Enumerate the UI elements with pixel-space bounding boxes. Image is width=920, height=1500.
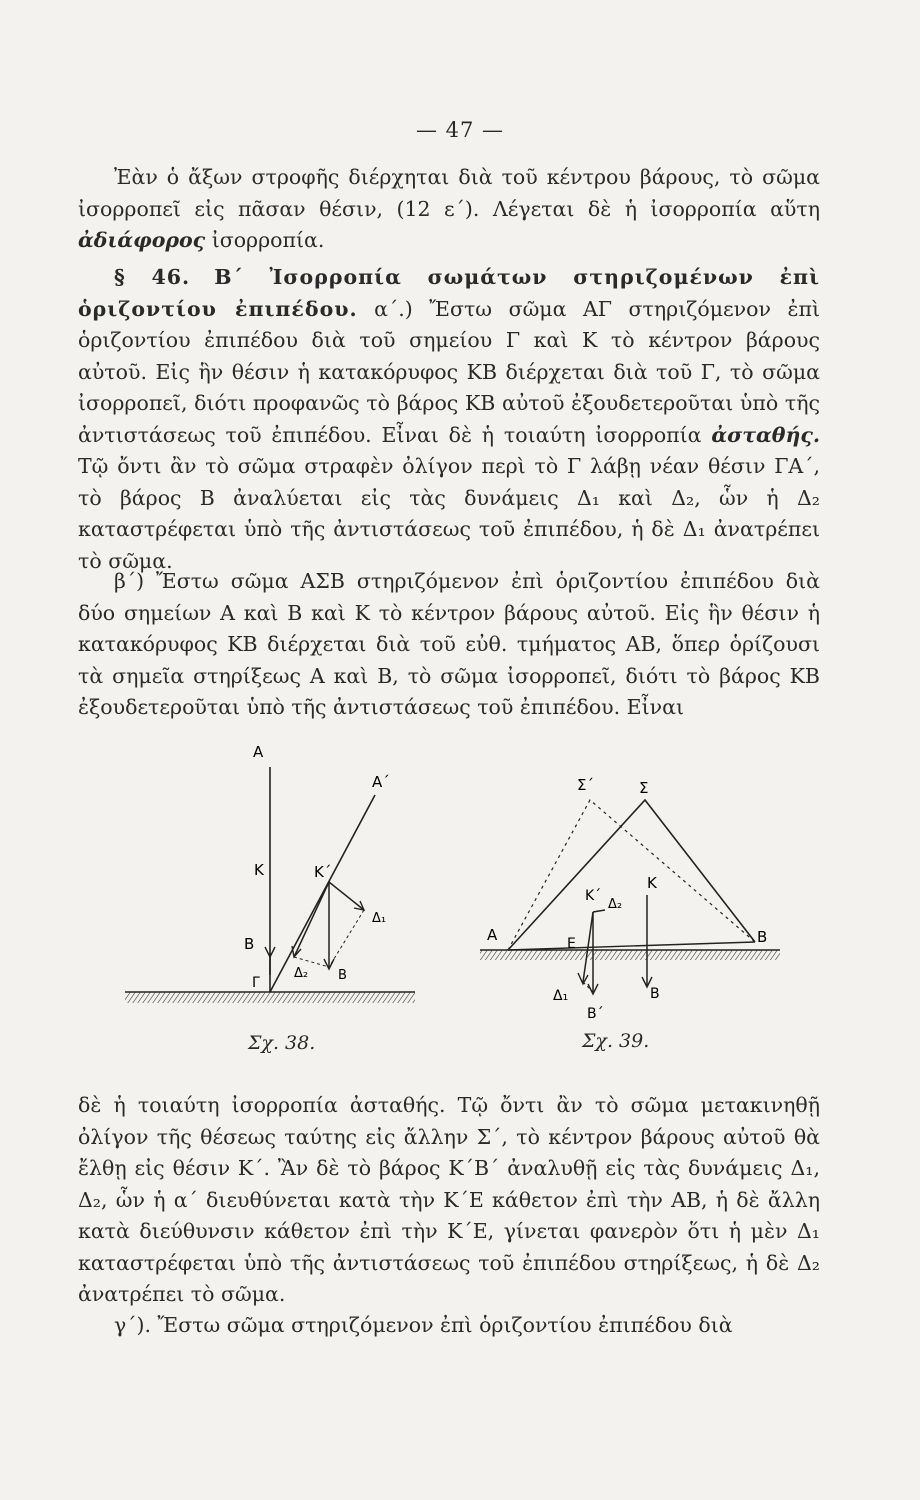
paragraph-indifferent-equilibrium	[78, 162, 820, 257]
paragraph-beta	[78, 566, 820, 724]
triangle-body	[508, 800, 755, 950]
term-unstable: ἀσταθής.	[711, 422, 820, 447]
section-title: Β΄ Ἰσορροπία σωμάτων στηριζομένων ἐπὶ ὁριζοντίου ἐπιπέδου.	[78, 265, 820, 321]
term-indifferent: ἀδιάφορος	[78, 228, 206, 252]
parallelogram-dash-1	[329, 910, 364, 967]
section46-text-b: Τῷ ὄντι ἂν τὸ σῶμα στραφὲν ὀλίγον περὶ τὸ Γ λάβῃ νέαν θέσιν ΓΑ΄, τὸ βάρος Β ἀναλύεται εἰς τὰς δυνάμεις Δ₁ καὶ Δ₂, ὧν ἡ Δ₂ καταστρέφεται ὑπὸ τῆς ἀντιστάσεως τοῦ ἐπιπέδου, ἡ δὲ Δ₁ ἀνατρέπει τὸ σῶμα.	[78, 454, 820, 573]
fig39-label-b-low: Β	[650, 986, 660, 1002]
figure-38-caption: Σχ. 38.	[248, 1032, 316, 1054]
figure-39-caption: Σχ. 39.	[582, 1030, 650, 1052]
section-46	[78, 262, 820, 577]
fig38-label-a-prime: Α΄	[372, 773, 390, 791]
fig38-label-k-prime: Κ΄	[314, 863, 332, 881]
fig39-label-s-prime: Σ΄	[577, 776, 594, 794]
fig38-label-d1: Δ₁	[372, 911, 387, 926]
fig39-label-k-prime: Κ΄	[585, 888, 602, 904]
fig38-label-b: Β	[244, 935, 255, 953]
para-after-text: δὲ ἡ τοιαύτη ἰσορροπία ἀσταθής. Τῷ ὄντι ἂν τὸ σῶμα μετακινηθῇ ὀλίγον τῆς θέσεως ταύτης εἰς ἄλλην Σ΄, τὸ κέντρον βάρους αὐτοῦ θὰ ἔλθῃ εἰς θέσιν Κ΄. Ἂν δὲ τὸ βάρος Κ΄Β΄ ἀναλυθῇ εἰς τὰς δυνάμεις Δ₁, Δ₂, ὧν ἡ α΄ διευθύνεται κατὰ τὴν Κ΄Ε κάθετον ἐπὶ τὴν ΑΒ, ἡ δὲ ἄλλη κατὰ διεύθυνσιν κάθετον ἐπὶ τὴν Κ΄Ε, γίνεται φανερὸν ὅτι ἡ μὲν Δ₁ καταστρέφεται ὑπὸ τῆς ἀντιστάσεως τοῦ ἐπιπέδου στηρίξεως, ἡ δὲ Δ₂ ἀνατρέπει τὸ σῶμα.	[78, 1093, 820, 1306]
fig39-label-k: Κ	[647, 874, 657, 892]
fig38-label-k: Κ	[254, 861, 264, 879]
fig39-label-e: Ε	[567, 936, 576, 952]
fig38-label-a: Α	[253, 743, 264, 761]
force-d2	[593, 910, 605, 912]
figure-39	[475, 760, 785, 1060]
section46-text-a: α΄.) Ἔστω σῶμα ΑΓ στηριζόμενον ἐπὶ ὁριζοντίου ἐπιπέδου διὰ τοῦ σημείου Γ καὶ Κ τὸ κέντρον βάρους αὐτοῦ. Εἰς ἣν θέσιν ἡ κατακόρυφος ΚΒ διέρχεται διὰ τοῦ Γ, τὸ σῶμα ἰσορροπεῖ, διότι προφανῶς τὸ βάρος ΚΒ αὐτοῦ ἐξουδετεροῦται ὑπὸ τῆς ἀντιστάσεως τοῦ ἐπιπέδου. Εἶναι δὲ ἡ τοιαύτη ἰσορροπία	[78, 296, 820, 447]
para1-text-a: Ἐὰν ὁ ἄξων στροφῆς διέρχηται διὰ τοῦ κέντρου βάρους, τὸ σῶμα ἰσορροπεῖ εἰς πᾶσαν θέσιν, (12 ε΄). Λέγεται δὲ ἡ ἰσορροπία αὕτη	[78, 165, 820, 221]
fig39-label-d1: Δ₁	[553, 988, 569, 1004]
fig39-label-a: Α	[487, 926, 498, 944]
para-gamma-text: γ΄). Ἔστω σῶμα στηριζόμενον ἐπὶ ὁριζοντίου ἐπιπέδου διὰ	[114, 1313, 733, 1337]
para1-text-b: ἰσορροπία.	[211, 228, 325, 252]
fig38-label-d2: Δ₂	[294, 966, 309, 981]
fig38-label-g: Γ	[252, 975, 260, 991]
fig38-label-b-small: Β	[338, 968, 347, 983]
force-d1	[329, 882, 364, 910]
para-beta-text: β΄) Ἔστω σῶμα ΑΣΒ στηριζόμενον ἐπὶ ὁριζοντίου ἐπιπέδου διὰ δύο σημείων Α καὶ Β καὶ Κ τὸ κέντρον βάρους αὐτοῦ. Εἰς ἣν θέσιν ἡ κατακόρυφος ΚΒ διέρχεται διὰ τοῦ εὐθ. τμήματος ΑΒ, ὅπερ ὁρίζουσι τὰ σημεῖα στηρίξεως Α καὶ Β, τὸ σῶμα ἰσορροπεῖ, διότι τὸ βάρος ΚΒ ἐξουδετεροῦται ὑπὸ τῆς ἀντιστάσεως τοῦ ἐπιπέδου. Εἶναι	[78, 569, 820, 719]
body-tilted	[270, 795, 375, 992]
paragraph-after-figures	[78, 1090, 820, 1311]
triangle-displaced	[508, 800, 755, 950]
section-mark: § 46.	[114, 265, 191, 289]
page-number: — 47 —	[415, 118, 505, 142]
fig39-label-s: Σ	[639, 779, 649, 797]
triangle-base	[508, 942, 755, 950]
fig39-label-b: Β	[757, 928, 768, 946]
fig39-label-d2: Δ₂	[608, 897, 623, 912]
fig39-label-b-prime: Β΄	[587, 1006, 604, 1022]
ground-hatching	[125, 992, 415, 1003]
force-d2	[294, 882, 329, 957]
figure-38	[120, 735, 420, 1065]
parallelogram-dash	[583, 982, 593, 992]
paragraph-gamma	[78, 1310, 820, 1342]
ground-hatching	[480, 950, 780, 960]
